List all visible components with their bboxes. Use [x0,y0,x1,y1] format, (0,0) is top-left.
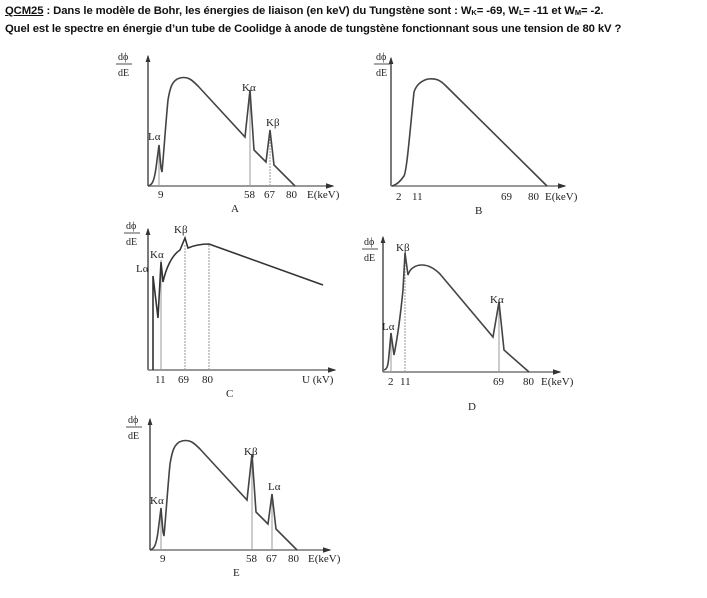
chart-B-spectrum-curve [392,79,547,186]
chart-E-spectrum-curve [150,440,297,550]
question-line-2: Quel est le spectre en énergie d’un tube de Coolidge à anode de tungstène fonctionnant sous une tension de 80 kV ? [5,23,622,35]
wl-subscript: L [518,8,524,17]
chart-B-xtick: 11 [412,191,423,203]
chart-B-title: B [475,205,483,217]
chart-D [362,237,574,413]
chart-B-xtick: 69 [501,191,512,203]
chart-D-spectrum-curve [384,253,529,372]
chart-D-ylabel-num: dϕ [364,237,375,248]
chart-A-ylabel-num: dϕ [118,52,129,63]
chart-A-xlabel: E(keV) [307,189,340,201]
chart-B-ylabel-num: dϕ [376,52,387,63]
wm-subscript: M [574,8,582,17]
chart-C [124,221,335,400]
chart-C-peak-label: Lα [136,263,149,275]
chart-C-xtick: 80 [202,374,213,386]
chart-D-xtick: 80 [523,376,534,388]
chart-E-ylabel-den: dE [128,431,140,442]
chart-C-ylabel-num: dϕ [126,221,137,232]
chart-E [126,415,341,579]
chart-D-peak-label: Lα [382,321,395,333]
chart-A-peak-label: Kα [242,82,256,94]
chart-D-xtick: 11 [400,376,411,388]
chart-E-peak-label: Kα [150,495,164,507]
chart-E-xlabel: E(keV) [308,553,341,565]
chart-E-xtick: 9 [160,553,166,565]
question-number: QCM25 [5,5,44,17]
chart-E-title: E [233,567,240,579]
chart-A-title: A [231,203,239,215]
wm-value: = -2. [581,5,604,17]
chart-E-xtick: 67 [266,553,277,565]
chart-C-peak-label: Kα [150,249,164,261]
chart-E-peak-label: Lα [268,481,281,493]
chart-B [374,52,578,217]
chart-A-peak-label: Kβ [266,117,280,129]
chart-B-xlabel: E(keV) [545,191,578,203]
chart-A-spectrum-curve [148,77,295,186]
wk-value: = -69, W [476,5,519,17]
chart-C-ylabel-den: dE [126,237,138,248]
chart-D-ylabel-den: dE [364,253,376,264]
wk-subscript: K [471,8,477,17]
chart-D-peak-label: Kβ [396,242,410,254]
chart-D-xtick: 69 [493,376,504,388]
chart-A-xtick: 67 [264,189,275,201]
wl-value: = -11 et W [523,5,575,17]
chart-C-peak-label: Kβ [174,224,188,236]
chart-A-xtick: 80 [286,189,297,201]
question-text-1: : Dans le modèle de Bohr, les énergies de liaison (en keV) du Tungstène sont : W [43,5,472,17]
chart-A-peak-label: Lα [148,131,161,143]
chart-C-xtick: 69 [178,374,189,386]
chart-C-xlabel: U (kV) [302,374,334,386]
chart-E-peak-label: Kβ [244,446,258,458]
chart-D-peak-label: Kα [490,294,504,306]
chart-D-xlabel: E(keV) [541,376,574,388]
chart-E-xtick: 80 [288,553,299,565]
chart-D-title: D [468,401,476,413]
chart-C-title: C [226,388,234,400]
chart-C-xtick: 11 [155,374,166,386]
chart-E-xtick: 58 [246,553,257,565]
chart-B-xtick: 2 [396,191,402,203]
chart-C-spectrum-curve [153,238,323,370]
chart-A-ylabel-den: dE [118,68,130,79]
chart-A-xtick: 58 [244,189,255,201]
chart-B-ylabel-den: dE [376,68,388,79]
chart-A-xtick: 9 [158,189,164,201]
chart-E-ylabel-num: dϕ [128,415,139,426]
chart-B-xtick: 80 [528,191,539,203]
chart-D-xtick: 2 [388,376,394,388]
chart-A [116,52,340,215]
